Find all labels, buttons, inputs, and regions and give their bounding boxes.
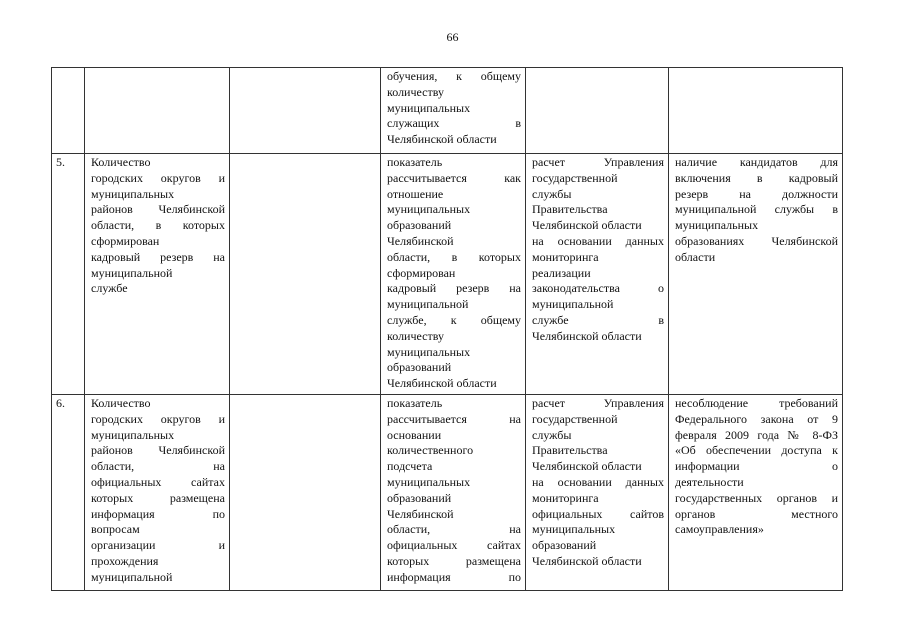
text-line: Челябинской: [387, 233, 454, 248]
empty-cell: [230, 68, 381, 154]
method-cell: [381, 154, 526, 395]
text-line: муниципальных: [532, 522, 616, 537]
text-line: сформирован: [387, 265, 456, 280]
text-line: февраля 2009 года № 8-ФЗ: [675, 427, 838, 442]
text-line: вопросам: [91, 522, 140, 537]
text-line: на основании данных: [532, 233, 664, 248]
row-number: 5.: [56, 155, 65, 169]
factors-cell: [669, 394, 843, 590]
text-line: количеству: [387, 328, 444, 343]
method-cell: [381, 394, 526, 590]
text-line: образований: [532, 538, 597, 553]
text-line: количеству: [387, 84, 444, 99]
indicator-cell: [85, 394, 230, 590]
source-cell: [526, 68, 669, 154]
cell-text: [387, 155, 521, 392]
text-line: области, на: [91, 459, 225, 474]
cell-text: [532, 396, 664, 570]
source-cell: [526, 394, 669, 590]
text-line: муниципальных: [387, 202, 471, 217]
text-line: Челябинской области: [532, 459, 642, 474]
text-line: муниципальных: [387, 100, 471, 115]
text-line: Количество: [91, 395, 151, 410]
indicator-cell: [85, 154, 230, 395]
text-line: Правительства: [532, 443, 608, 458]
text-line: расчет Управления: [532, 395, 664, 410]
text-line: Правительства: [532, 202, 608, 217]
text-line: рассчитывается как: [387, 170, 521, 185]
text-line: официальных сайтов: [532, 506, 664, 521]
text-line: городских округов и: [91, 411, 225, 426]
text-line: официальных сайтах: [91, 474, 225, 489]
text-line: кадровый резерв на: [91, 249, 225, 264]
table-row: [52, 394, 843, 590]
method-cell: [381, 68, 526, 154]
text-line: подсчета: [387, 459, 433, 474]
text-line: службе в: [532, 312, 664, 327]
text-line: кадровый резерв на: [387, 281, 521, 296]
text-line: мониторинга: [532, 490, 599, 505]
cell-text: [91, 396, 225, 586]
text-line: количественного: [387, 443, 474, 458]
text-line: области, в которых: [387, 249, 521, 264]
indicator-cell: [85, 68, 230, 154]
text-line: отношение: [387, 186, 444, 201]
text-line: несоблюдение требований: [675, 395, 838, 410]
text-line: Челябинской: [387, 506, 454, 521]
text-line: рассчитывается на: [387, 411, 521, 426]
text-line: сформирован: [91, 233, 160, 248]
text-line: муниципальной: [387, 297, 469, 312]
text-line: реализации: [532, 265, 591, 280]
text-line: государственной: [532, 411, 618, 426]
text-line: деятельности: [675, 474, 744, 489]
cell-text: [91, 155, 225, 297]
text-line: муниципальной: [91, 569, 173, 584]
text-line: наличие кандидатов для: [675, 155, 838, 169]
empty-cell: [230, 394, 381, 590]
text-line: муниципальных: [91, 186, 175, 201]
text-line: органов местного: [675, 506, 838, 521]
text-line: районов Челябинской: [91, 202, 225, 217]
table-row: [52, 68, 843, 154]
source-cell: [526, 154, 669, 395]
text-line: районов Челябинской: [91, 443, 225, 458]
text-line: включения в кадровый: [675, 170, 838, 185]
text-line: мониторинга: [532, 249, 599, 264]
text-line: организации и: [91, 538, 225, 553]
text-line: области, в которых: [91, 218, 225, 233]
text-line: обучения, к общему: [387, 69, 521, 83]
text-line: области, на: [387, 522, 521, 537]
text-line: муниципальных: [91, 427, 175, 442]
text-line: законодательства о: [532, 281, 664, 296]
text-line: Количество: [91, 155, 151, 169]
text-line: информации о: [675, 459, 838, 474]
text-line: которых размещена: [387, 553, 521, 568]
text-line: «Об обеспечении доступа к: [675, 443, 838, 458]
cell-text: [675, 396, 838, 538]
text-line: службы: [532, 186, 572, 201]
cell-text: [675, 155, 838, 266]
text-line: показатель: [387, 395, 443, 410]
row-number-cell: [52, 154, 85, 395]
cell-text: [532, 155, 664, 345]
text-line: муниципальной: [532, 297, 614, 312]
text-line: показатель: [387, 155, 443, 169]
text-line: муниципальной службы в: [675, 202, 838, 217]
indicators-table: [51, 67, 843, 591]
text-line: образованиях Челябинской: [675, 233, 838, 248]
row-number-cell: [52, 394, 85, 590]
text-line: муниципальных: [675, 218, 759, 233]
text-line: служащих в: [387, 116, 521, 131]
text-line: основании: [387, 427, 442, 442]
text-line: на основании данных: [532, 474, 664, 489]
text-line: образований: [387, 360, 452, 375]
text-line: расчет Управления: [532, 155, 664, 169]
cell-text: [387, 69, 521, 148]
cell-text: [387, 396, 521, 586]
text-line: Федерального закона от 9: [675, 411, 838, 426]
text-line: государственных органов и: [675, 490, 838, 505]
text-line: службе, к общему: [387, 312, 521, 327]
text-line: Челябинской области: [532, 328, 642, 343]
text-line: образований: [387, 218, 452, 233]
text-line: городских округов и: [91, 170, 225, 185]
text-line: Челябинской области: [532, 218, 642, 233]
text-line: которых размещена: [91, 490, 225, 505]
factors-cell: [669, 68, 843, 154]
text-line: области: [675, 249, 716, 264]
factors-cell: [669, 154, 843, 395]
empty-cell: [230, 154, 381, 395]
text-line: муниципальной: [91, 265, 173, 280]
row-number-cell: [52, 68, 85, 154]
table-row: [52, 154, 843, 395]
text-line: Челябинской области: [532, 553, 642, 568]
text-line: муниципальных: [387, 344, 471, 359]
text-line: информация по: [91, 506, 225, 521]
text-line: муниципальных: [387, 474, 471, 489]
text-line: образований: [387, 490, 452, 505]
text-line: прохождения: [91, 553, 159, 568]
text-line: Челябинской области: [387, 376, 497, 391]
text-line: службе: [91, 281, 128, 296]
text-line: государственной: [532, 170, 618, 185]
text-line: информация по: [387, 569, 521, 584]
text-line: службы: [532, 427, 572, 442]
text-line: самоуправления»: [675, 522, 764, 537]
text-line: официальных сайтах: [387, 538, 521, 553]
text-line: Челябинской области: [387, 132, 497, 147]
page-number: 66: [446, 30, 459, 44]
row-number: 6.: [56, 395, 65, 410]
text-line: резерв на должности: [675, 186, 838, 201]
